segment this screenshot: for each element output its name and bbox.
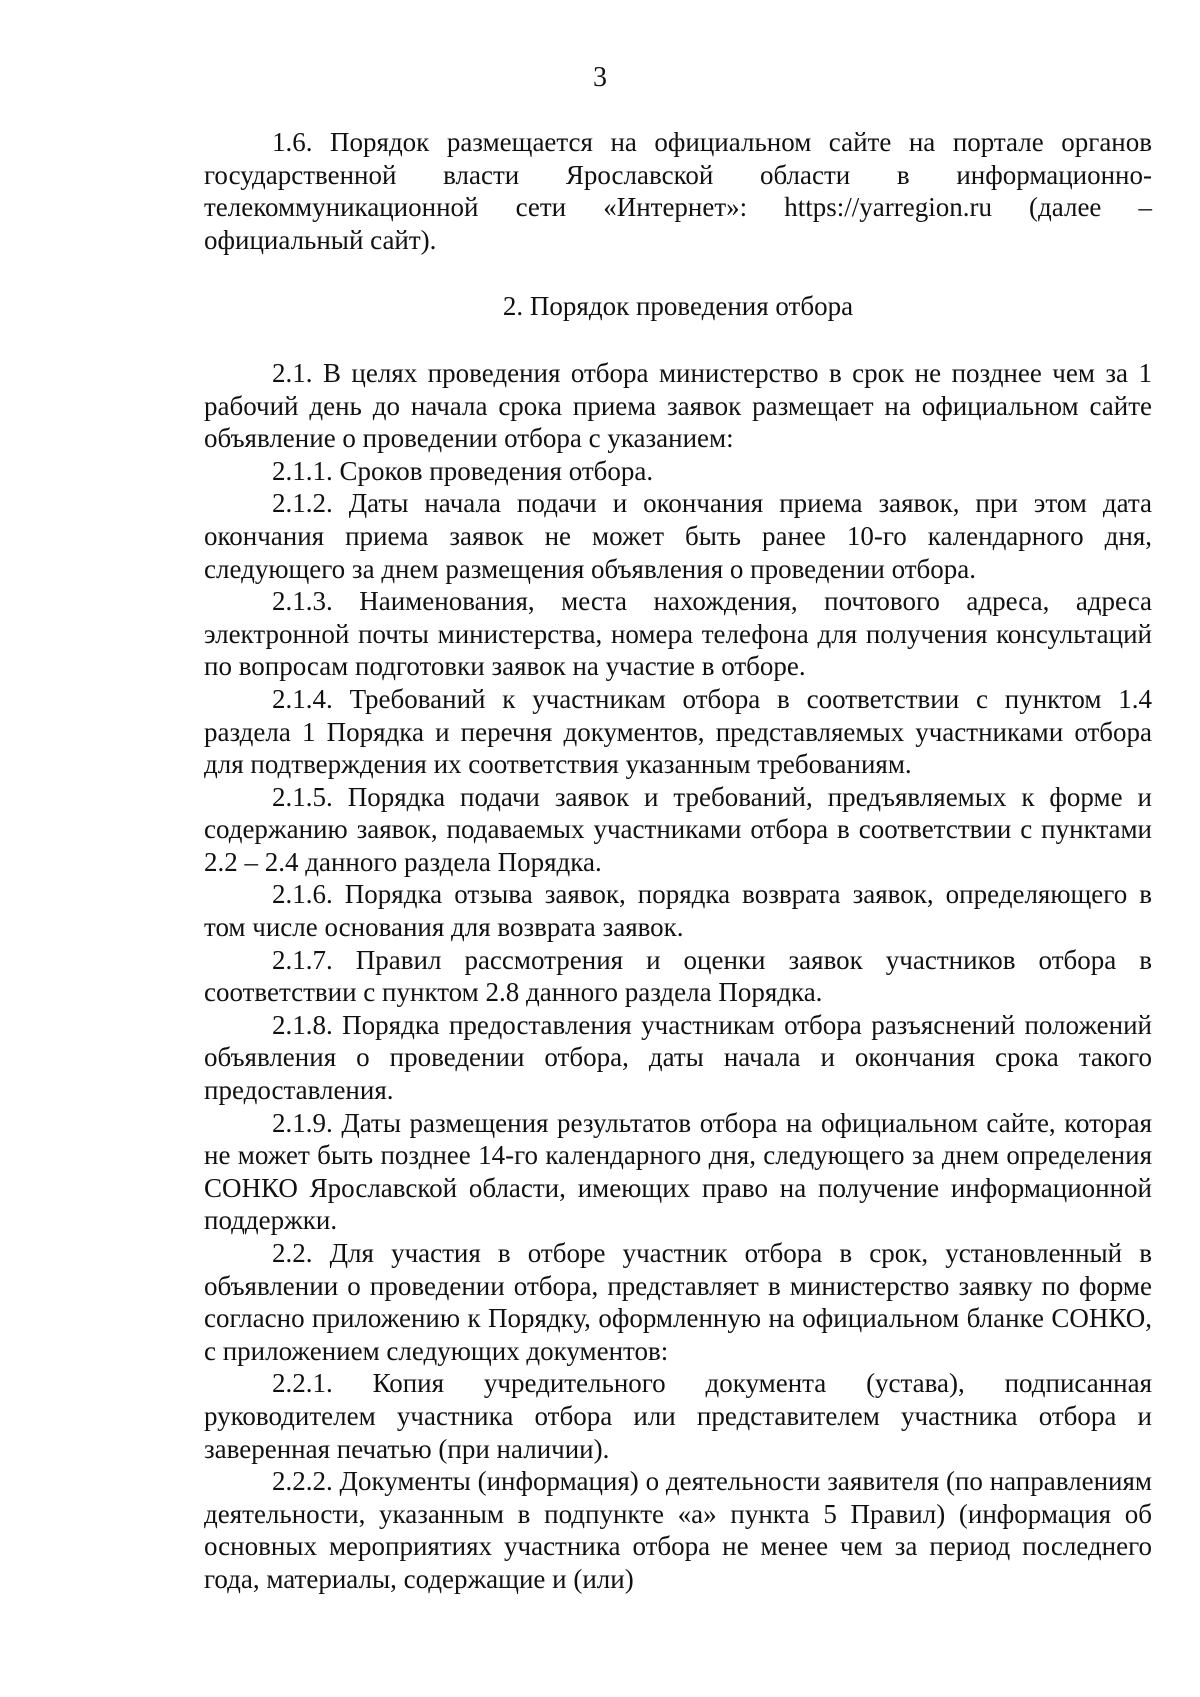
page-number: 3 — [593, 62, 607, 93]
paragraph-2-1-1: 2.1.1. Сроков проведения отбора. — [272, 455, 654, 486]
paragraph-2-2-1: 2.2.1. Копия учредительного документа (устава), подписанная руководителем участника отбора или представителем участника отбора и заверенная печатью (при наличии). — [204, 1368, 1152, 1464]
document-body — [204, 126, 1152, 1596]
paragraph-2-1-7: 2.1.7. Правил рассмотрения и оценки заявок участников отбора в соответствии с пунктом 2.8 данного раздела Порядка. — [204, 944, 1152, 1008]
paragraph-2-1-3: 2.1.3. Наименования, места нахождения, почтового адреса, адреса электронной почты министерства, номера телефона для получения консультаций по вопросам подготовки заявок на участие в отборе. — [204, 586, 1152, 682]
paragraph-2-1-4: 2.1.4. Требований к участникам отбора в соответствии с пунктом 1.4 раздела 1 Порядка и перечня документов, представляемых участниками отбора для подтверждения их соответствия указанным требованиям. — [204, 683, 1152, 780]
paragraph-2-1-2: 2.1.2. Даты начала подачи и окончания приема заявок, при этом дата окончания приема заявок не может быть ранее 10-го календарного дня, следующего за днем размещения объявления о проведении отбора. — [204, 488, 1152, 584]
section-heading: 2. Порядок проведения отбора — [502, 291, 854, 322]
paragraph-2-1-6: 2.1.6. Порядка отзыва заявок, порядка возврата заявок, определяющего в том числе основания для возврата заявок. — [204, 879, 1152, 943]
paragraph-2-1: 2.1. В целях проведения отбора министерство в срок не позднее чем за 1 рабочий день до начала срока приема заявок размещает на официальном сайте объявление о проведении отбора с указанием: — [204, 357, 1152, 454]
paragraph-2-2: 2.2. Для участия в отборе участник отбора в срок, установленный в объявлении о проведении отбора, представляет в министерство заявку по форме согласно приложению к Порядку, оформленную на официальном бланке СОНКО, с приложением следующих документов: — [204, 1238, 1152, 1366]
paragraph-2-1-9: 2.1.9. Даты размещения результатов отбора на официальном сайте, которая не может быть позднее 14-го календарного дня, следующего за днем определения СОНКО Ярославской области, имеющих право на получение информационной поддержки. — [204, 1107, 1152, 1236]
paragraph-1-6: 1.6. Порядок размещается на официальном сайте на портале органов государственной власти Ярославской области в информационно-телекоммуникационной сети «Интернет»: https://yarregion.ru (далее – официальный сайт). — [204, 127, 1152, 255]
paragraph-2-1-8: 2.1.8. Порядка предоставления участникам отбора разъяснений положений объявления о проведении отбора, даты начала и окончания срока такого предоставления. — [204, 1009, 1152, 1106]
paragraph-2-1-5: 2.1.5. Порядка подачи заявок и требований, предъявляемых к форме и содержанию заявок, подаваемых участниками отбора в соответствии с пунктами 2.2 – 2.4 данного раздела Порядка. — [204, 781, 1152, 877]
paragraph-2-2-2: 2.2.2. Документы (информация) о деятельности заявителя (по направлениям деятельности, указанным в подпункте «а» пункта 5 Правил) (информация об основных мероприятиях участника отбора не менее чем за период последнего года, материалы, содержащие и (или) — [204, 1466, 1152, 1594]
